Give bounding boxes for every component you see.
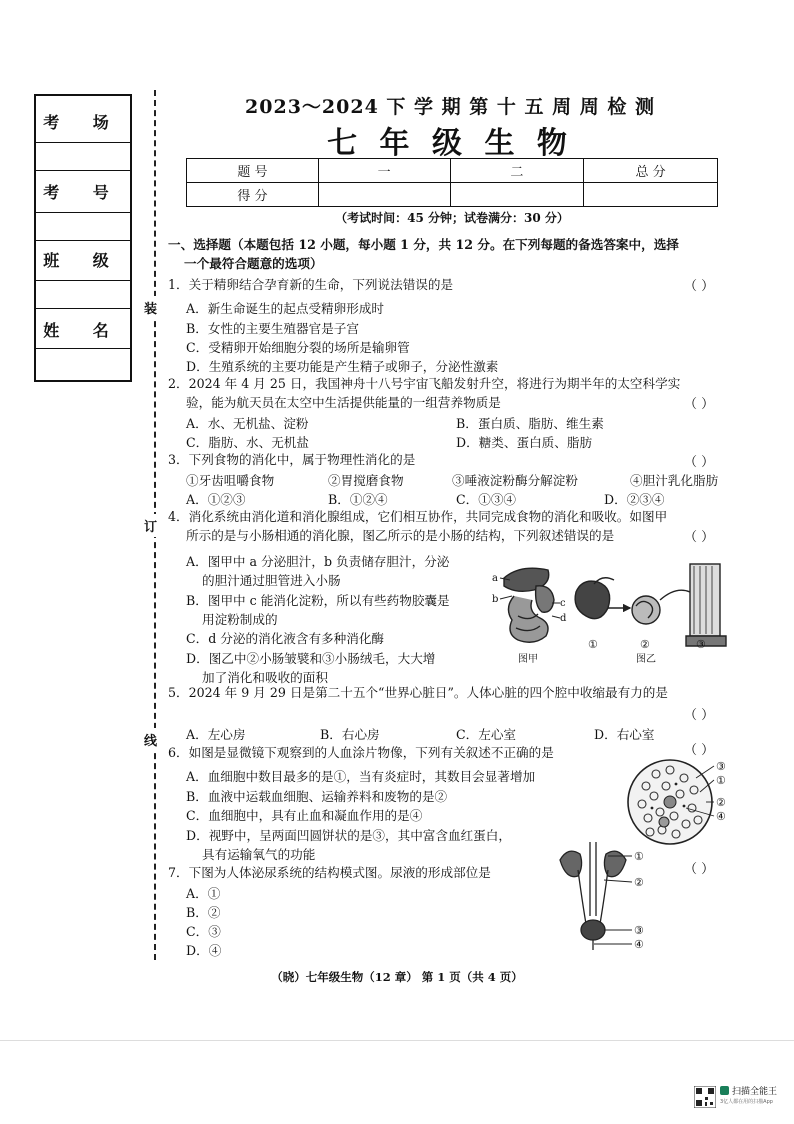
label-figure-jia: 图甲: [518, 654, 538, 665]
label-a: a: [492, 573, 498, 584]
urinary-organs: [560, 842, 626, 950]
label-yi-2: ②: [640, 638, 650, 651]
qr-code-icon: [694, 1086, 716, 1108]
page-footer: （晓）七年级生物（12 章） 第 1 页（共 4 页）: [271, 970, 523, 984]
student-info-table: [34, 94, 132, 382]
q6-option-d-cont: 具有运输氧气的功能: [202, 847, 316, 862]
q4-option-b[interactable]: B．图甲中 c 能消化淀粉，所以有些药物胶囊是: [186, 593, 450, 608]
label-figure-yi: 图乙: [636, 654, 656, 665]
q4-option-b-cont: 用淀粉制成的: [202, 612, 278, 627]
divider: [36, 280, 130, 281]
q6-stem: 6．如图是显微镜下观察到的人血涂片物像，下列有关叙述不正确的是: [168, 745, 554, 760]
label-c: c: [560, 598, 566, 609]
divider: [36, 142, 130, 143]
binding-char-ding: 订: [144, 514, 157, 537]
q2-option-d[interactable]: D．糖类、蛋白质、脂肪: [456, 435, 593, 450]
section-heading: 一、选择题（本题包括 12 小题，每小题 1 分，共 12 分。在下列每题的备选答案中，选择: [168, 237, 679, 252]
q1-stem: 1．关于精卵结合孕育新的生命，下列说法错误的是: [168, 277, 454, 292]
field-exam-number: 考 号: [43, 183, 123, 202]
score-blank-cell[interactable]: [318, 183, 450, 207]
q5-option-c[interactable]: C．左心室: [456, 727, 517, 742]
score-label-cell: 得 分: [187, 183, 319, 207]
q1-option-b[interactable]: B．女性的主要生殖器官是子宫: [186, 321, 359, 336]
scanner-label: 扫描全能王: [732, 1087, 778, 1097]
q4-option-a-cont: 的胆汁通过胆管进入小肠: [202, 573, 341, 588]
section-heading-cont: 一个最符合题意的选项）: [184, 256, 323, 271]
scanner-logo-icon: [720, 1086, 729, 1095]
q3-item-3: ③唾液淀粉酶分解淀粉: [452, 473, 578, 488]
score-header-cell: 二: [450, 159, 584, 183]
q1-option-c[interactable]: C．受精卵开始细胞分裂的场所是输卵管: [186, 340, 410, 355]
binding-char-zhuang: 装: [144, 296, 157, 319]
scanner-sublabel: 3亿人都在用的扫描App: [720, 1099, 773, 1105]
label-4: ④: [634, 938, 644, 951]
score-blank-cell[interactable]: [584, 183, 718, 207]
score-header-cell: 一: [318, 159, 450, 183]
label-3: ③: [634, 924, 644, 937]
q5-option-d[interactable]: D．右心室: [594, 727, 655, 742]
q5-stem: 5．2024 年 9 月 29 日是第二十五个“世界心脏日”。人体心脏的四个腔中收缩最有力的是: [168, 685, 668, 700]
scanner-app-badge: [694, 1084, 780, 1110]
q3-option-a[interactable]: A．①②③: [186, 492, 246, 507]
q6-blood-smear-figure: [626, 756, 736, 852]
binding-char-xian: 线: [144, 728, 157, 751]
label-3: ③: [716, 760, 726, 773]
label-1: ①: [634, 850, 644, 863]
q2-option-a[interactable]: A．水、无机盐、淀粉: [186, 416, 309, 431]
label-b: b: [492, 594, 499, 605]
score-header-cell: 题 号: [187, 159, 319, 183]
q3-item-1: ①牙齿咀嚼食物: [186, 473, 275, 488]
q7-option-d[interactable]: D．④: [186, 943, 222, 958]
q3-item-2: ②胃搅磨食物: [328, 473, 404, 488]
field-exam-room: 考 场: [43, 113, 123, 132]
q3-option-b[interactable]: B．①②④: [328, 492, 388, 507]
score-table: [186, 158, 718, 207]
q2-stem-cont: 验，能为航天员在太空中生活提供能量的一组营养物质是: [186, 395, 501, 410]
figure-yi-intestine: [575, 564, 726, 646]
label-1: ①: [716, 774, 726, 787]
divider: [36, 240, 130, 241]
field-name: 姓 名: [43, 321, 123, 340]
q4-option-d[interactable]: D．图乙中②小肠皱襞和③小肠绒毛，大大增: [186, 651, 436, 666]
q2-answer-paren[interactable]: （ ）: [684, 397, 715, 412]
q6-answer-paren[interactable]: （ ）: [684, 743, 715, 758]
label-4: ④: [716, 810, 726, 823]
q3-item-4: ④胆汁乳化脂肪: [630, 473, 719, 488]
exam-title: 2023～2024 下 学 期 第 十 五 周 周 检 测: [245, 96, 655, 118]
q3-answer-paren[interactable]: （ ）: [684, 455, 715, 470]
q6-option-c[interactable]: C．血细胞中，具有止血和凝血作用的是④: [186, 808, 423, 823]
white-blood-cell: [659, 817, 669, 827]
q7-answer-paren[interactable]: （ ）: [684, 862, 715, 877]
divider: [36, 308, 130, 309]
q3-option-c[interactable]: C．①③④: [456, 492, 517, 507]
label-2: ②: [634, 876, 644, 889]
q1-option-d[interactable]: D．生殖系统的主要功能是产生精子或卵子，分泌性激素: [186, 359, 499, 374]
q7-urinary-system-figure: [556, 840, 656, 954]
figure-jia-organs: [504, 568, 554, 642]
divider: [36, 348, 130, 349]
q6-option-a[interactable]: A．血细胞中数目最多的是①，当有炎症时，其数目会显著增加: [186, 769, 536, 784]
exam-subtitle: 七 年 级 生 物: [327, 126, 573, 161]
q7-option-c[interactable]: C．③: [186, 924, 221, 939]
q7-stem: 7．下图为人体泌尿系统的结构模式图。尿液的形成部位是: [168, 865, 491, 880]
q4-option-a[interactable]: A．图甲中 a 分泌胆汁，b 负责储存胆汁，分泌: [186, 554, 450, 569]
label-d: d: [560, 613, 567, 624]
q4-stem: 4．消化系统由消化道和消化腺组成，它们相互协作，共同完成食物的消化和吸收。如图甲: [168, 509, 668, 524]
label-yi-1: ①: [588, 638, 598, 651]
q6-option-b[interactable]: B．血液中运载血细胞、运输养料和废物的是②: [186, 789, 448, 804]
label-yi-3: ③: [696, 638, 706, 651]
divider: [36, 170, 130, 171]
q4-answer-paren[interactable]: （ ）: [684, 530, 715, 545]
field-class: 班 级: [43, 251, 123, 270]
q4-option-c[interactable]: C．d 分泌的消化液含有多种消化酶: [186, 631, 385, 646]
divider: [36, 212, 130, 213]
q3-option-d[interactable]: D．②③④: [604, 492, 665, 507]
score-blank-cell[interactable]: [450, 183, 584, 207]
q7-option-b[interactable]: B．②: [186, 905, 221, 920]
q4-stem-cont: 所示的是与小肠相通的消化腺，图乙所示的是小肠的结构，下列叙述错误的是: [186, 528, 615, 543]
q4-option-d-cont: 加了消化和吸收的面积: [202, 670, 328, 685]
q2-stem: 2．2024 年 4 月 25 日，我国神舟十八号宇宙飞船发射升空，将进行为期半年的太空科学实: [168, 376, 681, 391]
q7-option-a[interactable]: A．①: [186, 886, 221, 901]
q2-option-c[interactable]: C．脂肪、水、无机盐: [186, 435, 309, 450]
page-fold-divider: [0, 1040, 794, 1041]
q5-option-a[interactable]: A．左心房: [186, 727, 246, 742]
q2-option-b[interactable]: B．蛋白质、脂肪、维生素: [456, 416, 604, 431]
white-blood-cell: [664, 796, 676, 808]
q1-option-a[interactable]: A．新生命诞生的起点受精卵形成时: [186, 301, 385, 316]
q1-answer-paren[interactable]: （ ）: [684, 279, 715, 294]
q4-digestive-figure: [490, 556, 746, 668]
score-header-cell: 总 分: [584, 159, 718, 183]
q5-answer-paren[interactable]: （ ）: [684, 708, 715, 723]
q6-option-d[interactable]: D．视野中，呈两面凹圆饼状的是③，其中富含血红蛋白，: [186, 828, 511, 843]
label-2: ②: [716, 796, 726, 809]
q5-option-b[interactable]: B．右心房: [320, 727, 380, 742]
exam-info: （考试时间：45 分钟；试卷满分：30 分）: [335, 211, 569, 225]
q3-stem: 3．下列食物的消化中，属于物理性消化的是: [168, 452, 416, 467]
